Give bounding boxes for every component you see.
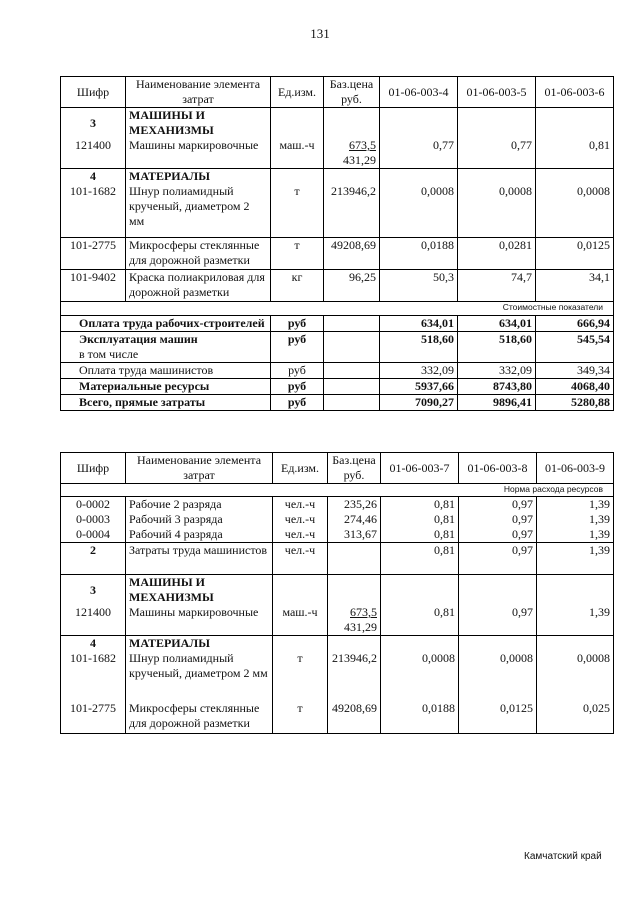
resource-name: Затраты труда машинистов [126, 543, 273, 575]
resource-value: 1,39 [537, 543, 614, 575]
col-header-variant: 01-06-003-8 [459, 453, 537, 484]
price-bottom: 431,29 [344, 620, 377, 634]
col-header-name: Наименование элемента затрат [126, 77, 271, 108]
col-header-unit: Ед.изм. [271, 77, 324, 108]
resource-code: 121400 [61, 138, 126, 169]
section-number: 4 [61, 636, 126, 652]
resource-name: Машины маркировочные [126, 138, 271, 169]
cost-row-total [61, 394, 614, 410]
cost-value: 545,54 [536, 331, 614, 362]
cost-value: 332,09 [380, 362, 458, 378]
resource-value: 0,97 [459, 605, 537, 636]
resource-value: 0,0008 [380, 184, 458, 237]
resource-table-2 [60, 452, 614, 734]
resource-value: 1,39 [537, 512, 614, 527]
resource-name: Краска полиакриловая для дорожной разметки [126, 269, 271, 301]
section-number: 4 [61, 169, 126, 185]
resource-price: 96,25 [324, 269, 380, 301]
cost-label: Материальные ресурсы [61, 378, 271, 394]
cost-value: 634,01 [380, 315, 458, 331]
resource-unit: чел.-ч [273, 497, 328, 513]
resource-value: 0,025 [537, 701, 614, 733]
resource-value: 50,3 [380, 269, 458, 301]
table-row [61, 269, 614, 301]
resource-unit: чел.-ч [273, 527, 328, 543]
col-header-variant: 01-06-003-6 [536, 77, 614, 108]
table-row [61, 138, 614, 169]
resource-value: 0,81 [381, 527, 459, 543]
cost-value: 518,60 [380, 331, 458, 362]
col-header-price: Баз.цена руб. [328, 453, 381, 484]
section-row [61, 575, 614, 606]
section-number: 3 [61, 575, 126, 606]
price-bottom: 431,29 [343, 153, 376, 167]
resource-price [328, 605, 381, 636]
resource-value: 0,77 [458, 138, 536, 169]
cost-unit: руб [271, 378, 324, 394]
col-header-variant: 01-06-003-7 [381, 453, 459, 484]
cost-indicators-note: Стоимостные показатели [61, 301, 614, 315]
resource-value: 1,39 [537, 605, 614, 636]
resource-code: 101-2775 [61, 701, 126, 733]
resource-value: 0,81 [536, 138, 614, 169]
table-row [61, 651, 614, 701]
resource-price: 235,26 [328, 497, 381, 513]
resource-code: 101-1682 [61, 184, 126, 237]
resource-price: 274,46 [328, 512, 381, 527]
resource-price: 49208,69 [328, 701, 381, 733]
resource-price: 213946,2 [324, 184, 380, 237]
col-header-code: Шифр [61, 453, 126, 484]
cost-value: 4068,40 [536, 378, 614, 394]
cost-value: 8743,80 [458, 378, 536, 394]
cost-label-main: Эксплуатация машин [79, 331, 198, 346]
table-row [61, 184, 614, 237]
section-row [61, 108, 614, 139]
col-header-unit: Ед.изм. [273, 453, 328, 484]
table-row [61, 497, 614, 513]
col-header-price: Баз.цена руб. [324, 77, 380, 108]
cost-label-sub: в том числе [79, 346, 139, 361]
resource-value: 0,0188 [381, 701, 459, 733]
resource-value: 0,0281 [458, 237, 536, 269]
cost-value: 349,34 [536, 362, 614, 378]
col-header-variant: 01-06-003-4 [380, 77, 458, 108]
cost-row [61, 362, 614, 378]
resource-unit: т [271, 184, 324, 237]
resource-value: 0,81 [381, 543, 459, 575]
resource-value: 0,81 [381, 605, 459, 636]
resource-code: 101-2775 [61, 237, 126, 269]
resource-value: 74,7 [458, 269, 536, 301]
resource-name: Рабочий 4 разряда [126, 527, 273, 543]
resource-code: 0-0002 [61, 497, 126, 513]
cost-label: Всего, прямые затраты [61, 394, 271, 410]
resource-code: 0-0004 [61, 527, 126, 543]
resource-value: 0,0008 [537, 651, 614, 701]
cost-value: 666,94 [536, 315, 614, 331]
cost-row [61, 378, 614, 394]
cost-value: 634,01 [458, 315, 536, 331]
col-header-name: Наименование элемента затрат [126, 453, 273, 484]
resource-name: Машины маркировочные [126, 605, 273, 636]
price-top: 673,5 [349, 138, 376, 152]
cost-label [61, 331, 271, 362]
resource-name: Рабочий 3 разряда [126, 512, 273, 527]
col-header-variant: 01-06-003-5 [458, 77, 536, 108]
table-header [61, 77, 614, 108]
resource-unit: чел.-ч [273, 543, 328, 575]
resource-code: 121400 [61, 605, 126, 636]
resource-unit: кг [271, 269, 324, 301]
resource-value: 0,0008 [458, 184, 536, 237]
resource-unit: маш.-ч [271, 138, 324, 169]
resource-value: 0,0008 [536, 184, 614, 237]
resource-name: Шнур полиамидный крученый, диаметром 2 мм [126, 651, 273, 701]
cost-label: Оплата труда машинистов [61, 362, 271, 378]
section-number: 3 [61, 108, 126, 139]
resource-name: Микросферы стеклянные для дорожной разметки [126, 701, 273, 733]
cost-unit: руб [271, 315, 324, 331]
resource-value: 0,0008 [381, 651, 459, 701]
cost-value: 9896,41 [458, 394, 536, 410]
section-title: МАШИНЫ И МЕХАНИЗМЫ [126, 108, 271, 139]
table-row [61, 543, 614, 575]
section-title: МАШИНЫ И МЕХАНИЗМЫ [126, 575, 273, 606]
resource-code: 0-0003 [61, 512, 126, 527]
resource-value: 0,97 [459, 527, 537, 543]
resource-value: 0,0125 [459, 701, 537, 733]
section-row [61, 636, 614, 652]
resource-unit: т [271, 237, 324, 269]
resource-value: 0,97 [459, 512, 537, 527]
section-title: МАТЕРИАЛЫ [126, 636, 273, 652]
cost-value: 5937,66 [380, 378, 458, 394]
table-row [61, 701, 614, 733]
resource-price: 313,67 [328, 527, 381, 543]
resource-value: 0,77 [380, 138, 458, 169]
cost-row [61, 315, 614, 331]
price-top: 673,5 [350, 605, 377, 619]
resource-code: 101-1682 [61, 651, 126, 701]
resource-value: 34,1 [536, 269, 614, 301]
resource-value: 0,97 [459, 543, 537, 575]
cost-value: 5280,88 [536, 394, 614, 410]
table-header [61, 453, 614, 484]
table-row [61, 605, 614, 636]
resource-price: 49208,69 [324, 237, 380, 269]
col-header-variant: 01-06-003-9 [537, 453, 614, 484]
resource-value: 0,81 [381, 512, 459, 527]
section-title: МАТЕРИАЛЫ [126, 169, 271, 185]
region-footer: Камчатский край [524, 851, 602, 862]
table-row [61, 237, 614, 269]
cost-label: Оплата труда рабочих-строителей [61, 315, 271, 331]
resource-name: Рабочие 2 разряда [126, 497, 273, 513]
resource-unit: т [273, 701, 328, 733]
resource-table-1 [60, 76, 614, 411]
table-row [61, 512, 614, 527]
resource-value: 1,39 [537, 527, 614, 543]
resource-price [324, 138, 380, 169]
cost-row [61, 331, 614, 362]
cost-unit: руб [271, 362, 324, 378]
resource-price: 213946,2 [328, 651, 381, 701]
cost-value: 332,09 [458, 362, 536, 378]
resource-unit: т [273, 651, 328, 701]
resource-norm-note: Норма расхода ресурсов [61, 484, 614, 497]
resource-name: Шнур полиамидный крученый, диаметром 2 мм [126, 184, 271, 237]
col-header-code: Шифр [61, 77, 126, 108]
resource-value: 0,81 [381, 497, 459, 513]
resource-name: Микросферы стеклянные для дорожной разметки [126, 237, 271, 269]
cost-value: 7090,27 [380, 394, 458, 410]
cost-unit: руб [271, 331, 324, 362]
cost-note-row [61, 301, 614, 315]
resource-value: 0,0188 [380, 237, 458, 269]
resource-value: 0,0125 [536, 237, 614, 269]
table-row [61, 527, 614, 543]
resource-unit: маш.-ч [273, 605, 328, 636]
resource-value: 0,0008 [459, 651, 537, 701]
cost-unit: руб [271, 394, 324, 410]
resource-code: 101-9402 [61, 269, 126, 301]
resource-value: 0,97 [459, 497, 537, 513]
resource-unit: чел.-ч [273, 512, 328, 527]
cost-value: 518,60 [458, 331, 536, 362]
resource-value: 1,39 [537, 497, 614, 513]
norm-note-row [61, 484, 614, 497]
section-number: 2 [61, 543, 126, 575]
section-row [61, 169, 614, 185]
page-number: 131 [310, 26, 330, 41]
